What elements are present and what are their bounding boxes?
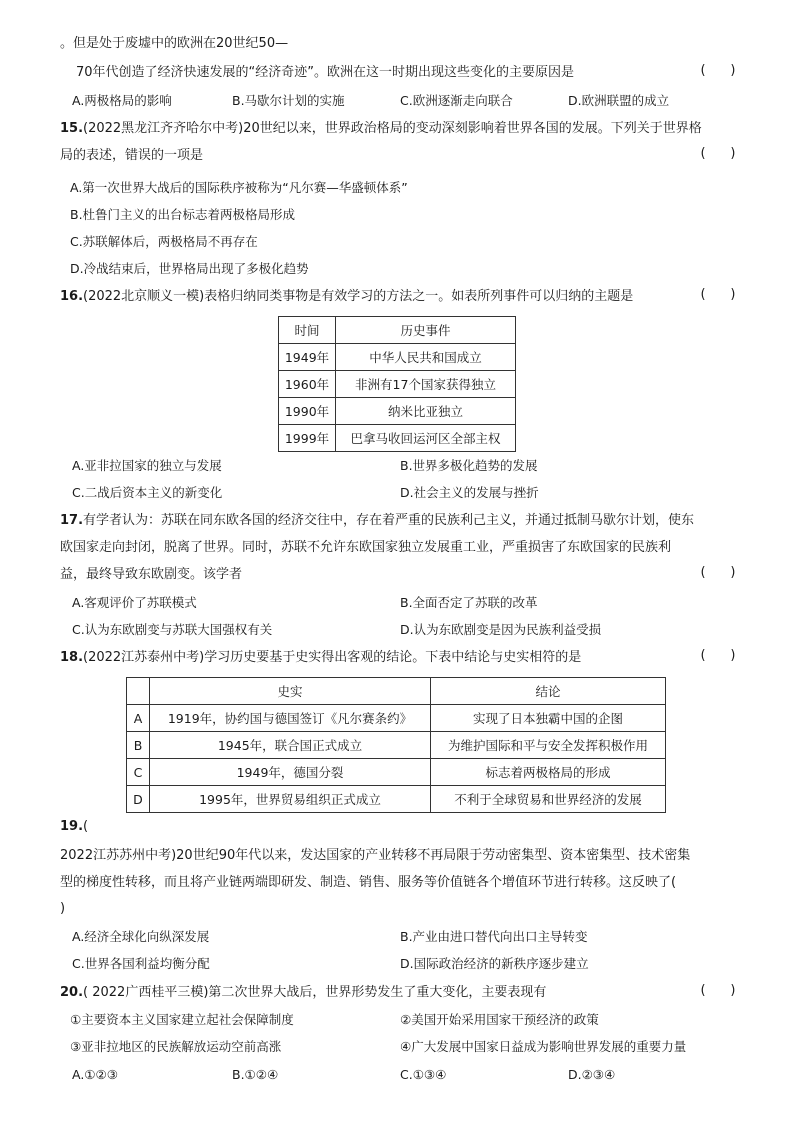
table-row <box>127 705 666 732</box>
q20-items-row1 <box>60 1010 740 1030</box>
table-header-cell: 时间 <box>279 317 336 344</box>
q18-stem: (2022江苏泰州中考)学习历史要基于史实得出客观的结论。下表中结论与史实相符的是 <box>83 650 582 665</box>
q17-option-a: A.客观评价了苏联模式 <box>72 595 197 610</box>
q20-items-row2 <box>60 1037 740 1057</box>
q20-item-3: ③亚非拉地区的民族解放运动空前高涨 <box>70 1039 282 1054</box>
q16-line1 <box>60 287 740 307</box>
table-cell: 中华人民共和国成立 <box>336 344 516 371</box>
q20-item-4: ④广大发展中国家日益成为影响世界发展的重要力量 <box>400 1039 687 1054</box>
table-cell: 1990年 <box>279 398 336 425</box>
table-row <box>279 398 516 425</box>
q14-options <box>60 91 740 111</box>
table-cell: 实现了日本独霸中国的企图 <box>431 705 666 732</box>
q19-options-row1 <box>60 927 740 947</box>
q20-option-b: B.①②④ <box>232 1067 279 1082</box>
q16-option-b: B.世界多极化趋势的发展 <box>400 458 538 473</box>
q17-option-d: D.认为东欧剧变是因为民族利益受损 <box>400 622 602 637</box>
q20-stem: ( 2022广西桂平三模)第二次世界大战后，世界形势发生了重大变化，主要表现有 <box>83 985 547 1000</box>
q16-stem: (2022北京顺义一模)表格归纳同类事物是有效学习的方法之一。如表所列事件可以归纳的主题是 <box>83 289 634 304</box>
q20-option-a: A.①②③ <box>72 1067 118 1082</box>
q18-answer-paren: ( ) <box>700 648 736 663</box>
table-cell: 1949年 <box>279 344 336 371</box>
table-cell: 为维护国际和平与安全发挥积极作用 <box>431 732 666 759</box>
table-row <box>127 732 666 759</box>
q15-option-b: B.杜鲁门主义的出台标志着两极格局形成 <box>70 207 296 222</box>
table-cell: 标志着两极格局的形成 <box>431 759 666 786</box>
table-cell: 1945年，联合国正式成立 <box>150 732 431 759</box>
q16-options-row1 <box>60 456 740 476</box>
q19-option-d: D.国际政治经济的新秩序逐步建立 <box>400 956 589 971</box>
q15-option-d: D.冷战结束后，世界格局出现了多极化趋势 <box>70 261 309 276</box>
q17-line1 <box>60 511 740 531</box>
table-cell: 1919年，协约国与德国签订《凡尔赛条约》 <box>150 705 431 732</box>
table-cell: A <box>127 705 150 732</box>
q19-line3: ) <box>60 901 66 916</box>
q20-item-2: ②美国开始采用国家干预经济的政策 <box>400 1012 599 1027</box>
q17-number: 17. <box>60 513 84 528</box>
table-row <box>279 425 516 452</box>
q16-number: 16. <box>60 289 84 304</box>
q17-options-row2 <box>60 620 740 640</box>
q19-option-b: B.产业由进口替代向出口主导转变 <box>400 929 588 944</box>
q17-option-b: B.全面否定了苏联的改革 <box>400 595 538 610</box>
q19-open-paren: ( <box>83 819 89 834</box>
table-cell: D <box>127 786 150 813</box>
q14-option-b: B.马歇尔计划的实施 <box>232 93 345 108</box>
q20-line1 <box>60 983 740 1003</box>
q16-answer-paren: ( ) <box>700 287 736 302</box>
table-row <box>127 759 666 786</box>
q17-options-row1 <box>60 593 740 613</box>
q19-line0 <box>60 817 740 837</box>
table-cell: 1995年，世界贸易组织正式成立 <box>150 786 431 813</box>
q17-option-c: C.认为东欧剧变与苏联大国强权有关 <box>72 622 273 637</box>
q14-option-a: A.两极格局的影响 <box>72 93 172 108</box>
q15-option-c: C.苏联解体后，两极格局不再存在 <box>70 234 258 249</box>
q19-options-row2 <box>60 954 740 974</box>
q18-line1 <box>60 648 740 668</box>
q18-table <box>126 677 666 813</box>
q14-text-line2 <box>76 63 756 83</box>
q19-line1: 2022江苏苏州中考)20世纪90年代以来，发达国家的产业转移不再局限于劳动密集型、资本密集型、技术密集 <box>60 848 691 863</box>
table-header-cell: 历史事件 <box>336 317 516 344</box>
q19-number: 19. <box>60 819 84 834</box>
q17-line2: 欧国家走向封闭，脱离了世界。同时，苏联不允许东欧国家独立发展重工业，严重损害了东欧国家的民族利 <box>60 540 672 555</box>
table-row <box>279 371 516 398</box>
table-cell: 1960年 <box>279 371 336 398</box>
table-row <box>127 786 666 813</box>
table-cell: 纳米比亚独立 <box>336 398 516 425</box>
q19-line2: 型的梯度性转移，而且将产业链两端即研发、制造、销售、服务等价值链各个增值环节进行转移。这反映了( <box>60 875 677 890</box>
table-cell: 非洲有17个国家获得独立 <box>336 371 516 398</box>
q15-number: 15. <box>60 121 84 136</box>
q20-item-1: ①主要资本主义国家建立起社会保障制度 <box>70 1012 294 1027</box>
table-cell: B <box>127 732 150 759</box>
q20-option-d: D.②③④ <box>568 1067 616 1082</box>
q15-option-a: A.第一次世界大战后的国际秩序被称为“凡尔赛—华盛顿体系” <box>70 180 408 195</box>
q15-line1 <box>60 119 740 139</box>
q20-answer-paren: ( ) <box>700 983 736 998</box>
q15-answer-paren: ( ) <box>700 146 736 161</box>
table-header-row <box>279 317 516 344</box>
q16-option-a: A.亚非拉国家的独立与发展 <box>72 458 222 473</box>
q14-text-line1: 。但是处于废墟中的欧洲在20世纪50— <box>60 36 289 51</box>
q17-line3: 益，最终导致东欧剧变。该学者 <box>60 567 243 582</box>
q16-options-row2 <box>60 483 740 503</box>
q16-option-c: C.二战后资本主义的新变化 <box>72 485 223 500</box>
q15-line2: 局的表述，错误的一项是 <box>60 148 204 163</box>
q19-option-a: A.经济全球化向纵深发展 <box>72 929 210 944</box>
q18-number: 18. <box>60 650 84 665</box>
q15-stem: (2022黑龙江齐齐哈尔中考)20世纪以来，世界政治格局的变动深刻影响着世界各国的发展。下列关于世界格 <box>83 121 702 136</box>
table-cell: C <box>127 759 150 786</box>
q14-option-c: C.欧洲逐渐走向联合 <box>400 93 513 108</box>
q16-option-d: D.社会主义的发展与挫折 <box>400 485 539 500</box>
q17-stem: 有学者认为：苏联在同东欧各国的经济交往中，存在着严重的民族利己主义，并通过抵制马歇尔计划，使东 <box>83 513 695 528</box>
table-header-cell <box>127 678 150 705</box>
q14-option-d: D.欧洲联盟的成立 <box>568 93 670 108</box>
table-header-cell: 结论 <box>431 678 666 705</box>
table-cell: 1999年 <box>279 425 336 452</box>
q16-table <box>278 316 516 452</box>
q20-number: 20. <box>60 985 84 1000</box>
table-row <box>279 344 516 371</box>
table-cell: 巴拿马收回运河区全部主权 <box>336 425 516 452</box>
table-cell: 1949年，德国分裂 <box>150 759 431 786</box>
q17-answer-paren: ( ) <box>700 565 736 580</box>
q14-answer-paren: ( ) <box>700 63 736 78</box>
q19-option-c: C.世界各国利益均衡分配 <box>72 956 210 971</box>
table-header-row <box>127 678 666 705</box>
q14-stem: 70年代创造了经济快速发展的“经济奇迹”。欧洲在这一时期出现这些变化的主要原因是 <box>76 65 575 80</box>
table-header-cell: 史实 <box>150 678 431 705</box>
q20-options <box>60 1065 740 1085</box>
table-cell: 不利于全球贸易和世界经济的发展 <box>431 786 666 813</box>
q20-option-c: C.①③④ <box>400 1067 447 1082</box>
